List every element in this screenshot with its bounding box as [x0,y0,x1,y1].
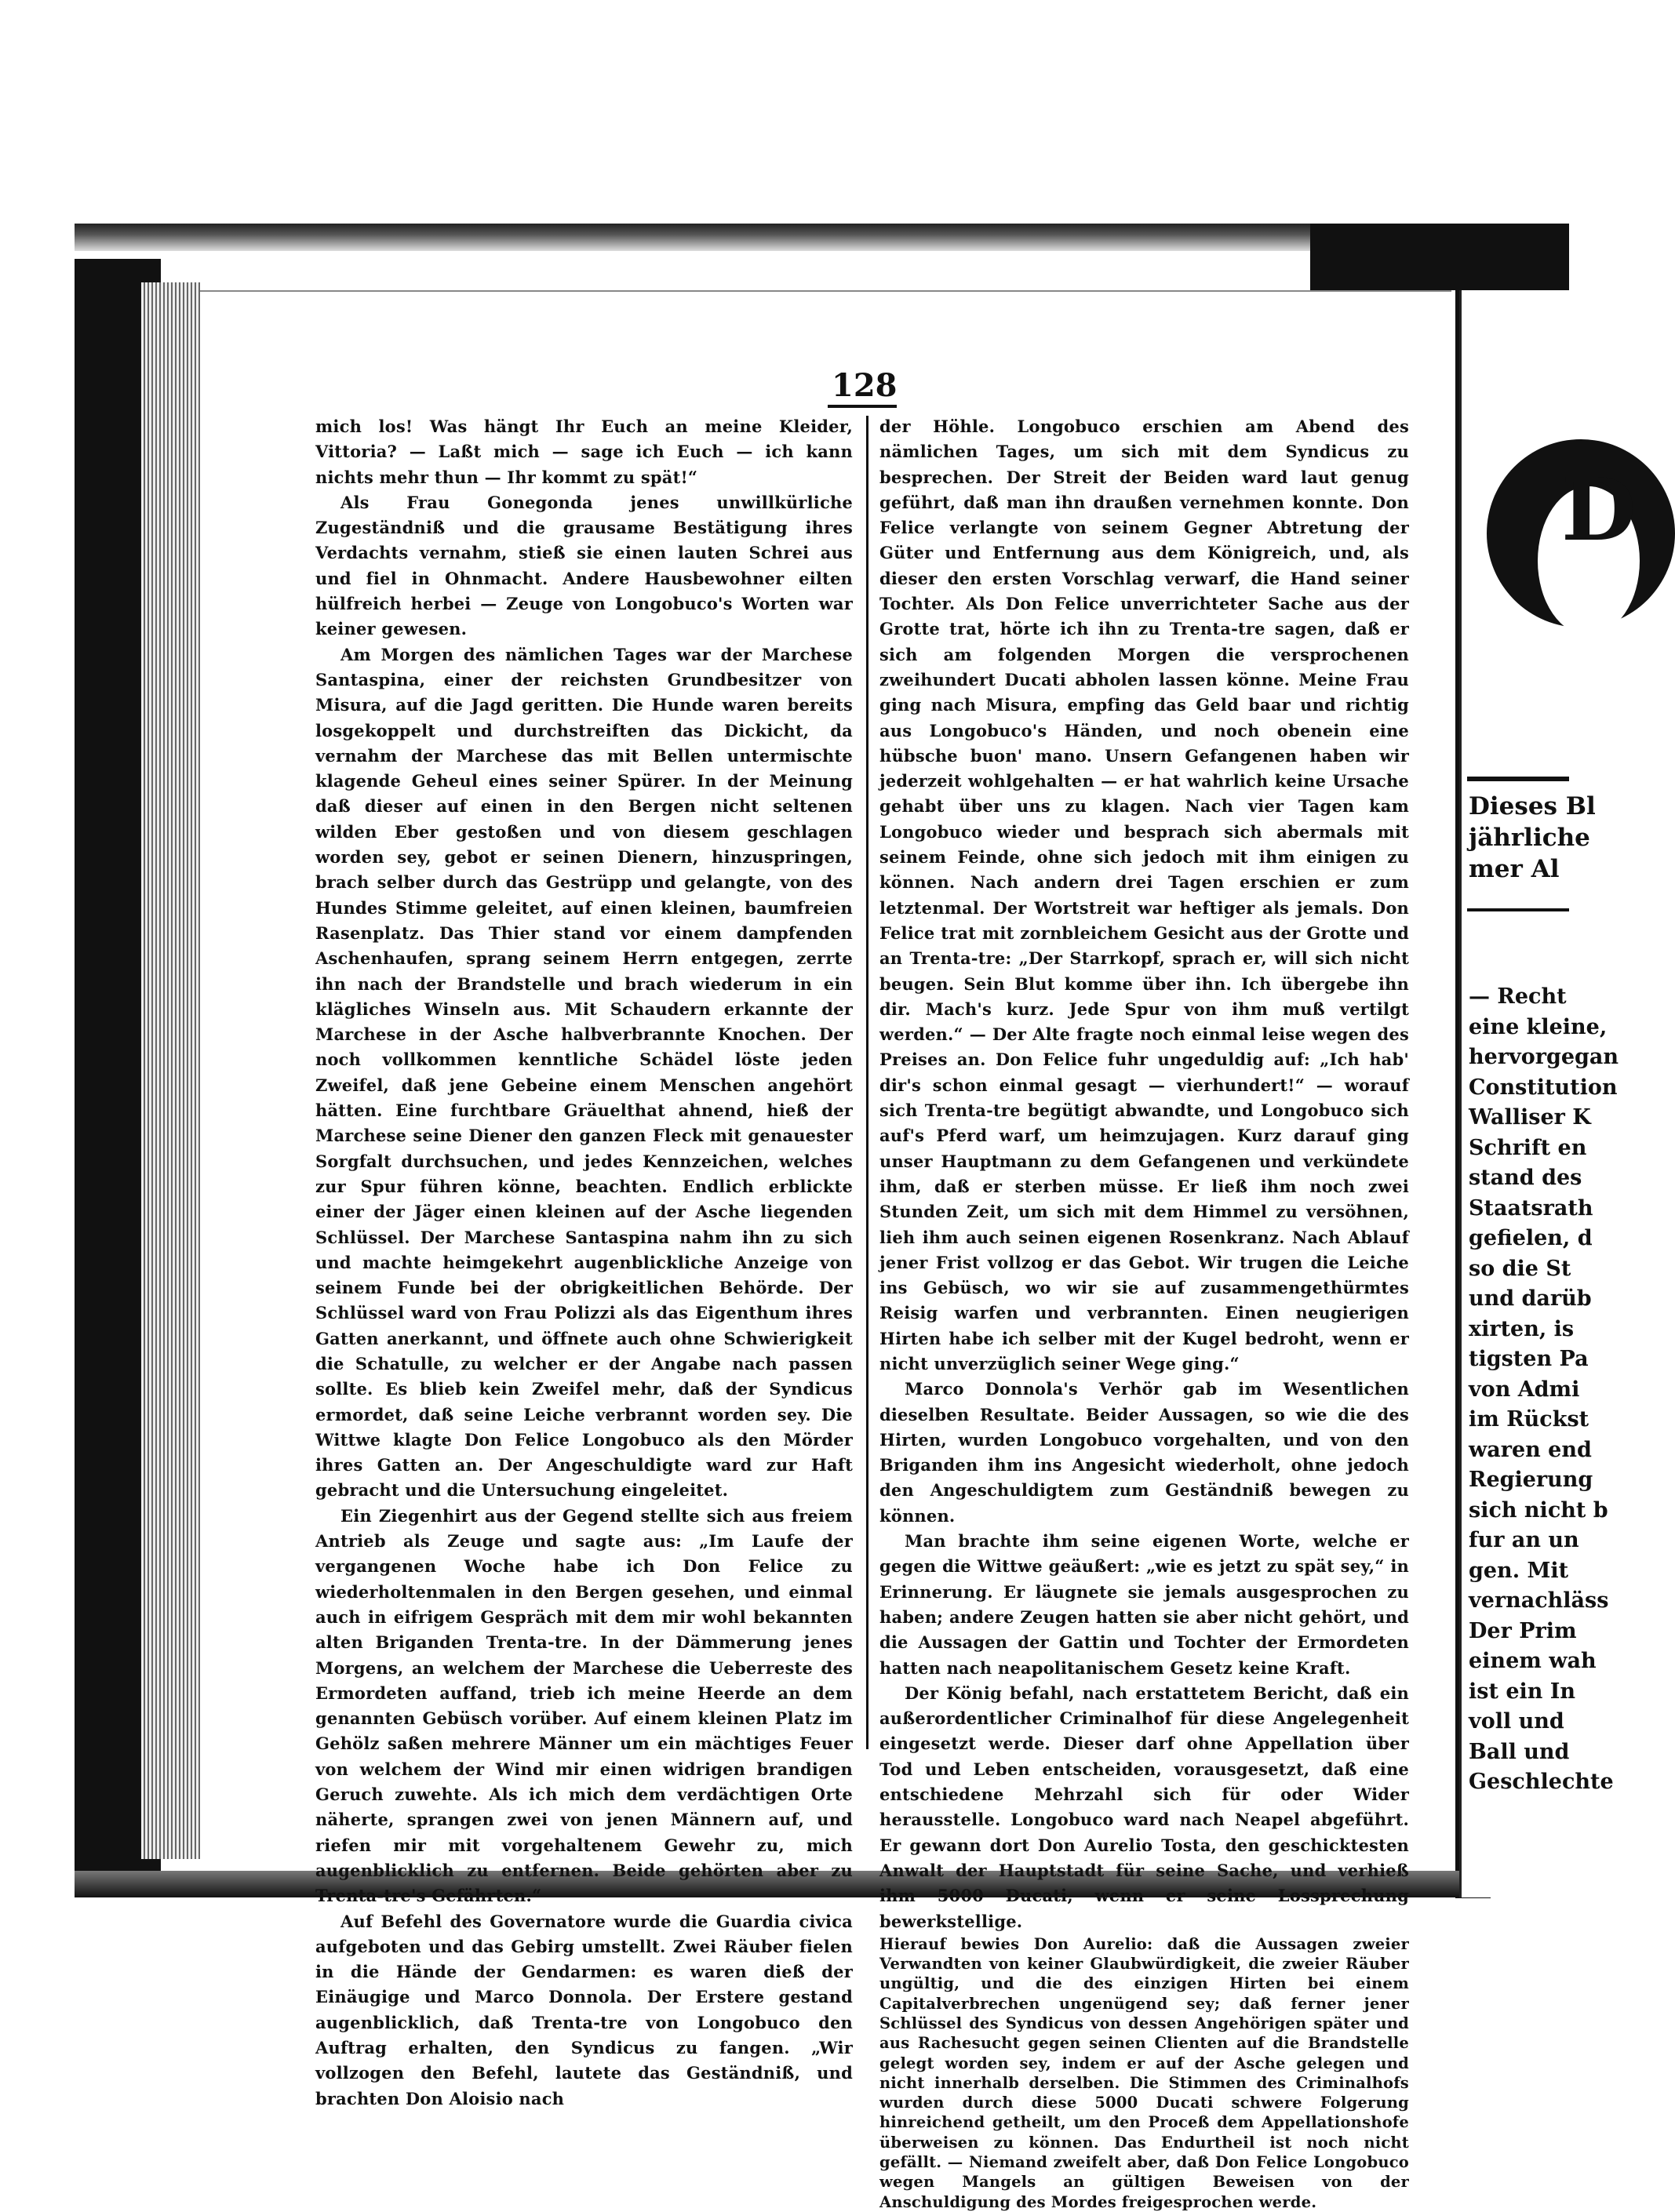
next-page-text-line: im Rückst [1469,1407,1589,1432]
next-page-text-line: so die St [1469,1256,1571,1281]
next-page-text-line: stand des [1469,1166,1582,1190]
next-page-text-line: von Admi [1469,1377,1580,1402]
book-top-edge [75,224,1310,251]
next-page-text-line: Constitution [1469,1075,1618,1100]
next-page-text-line: vernachläss [1469,1588,1609,1613]
masthead-letter: D [1561,459,1637,560]
next-page-text-line: Regierung [1469,1468,1593,1492]
next-page-text-line: waren end [1469,1437,1592,1462]
paragraph: Auf Befehl des Governatore wurde die Guardia civica aufgeboten und das Gebirg umstellt. Zwei Räuber fielen in die Hände der Gendarmen: es waren dieß der Einäugige und Marco Donnola. Der Erstere gestand augenblicklich, daß Trenta-tre von Longobuco den Auftrag erhalten, den Syndicus zu fangen. „Wir vollzogen den Befehl, lautete das Geständniß, und brachten Don Aloisio nach [315,1911,853,2108]
next-page-text-line: Der Prim [1469,1618,1577,1643]
next-page-text-line: Walliser K [1469,1105,1591,1130]
next-page-text-line: Ball und [1469,1739,1570,1764]
page-number: 128 [832,367,898,404]
next-page-text-line: xirten, is [1469,1316,1575,1341]
next-page-text-line: Staatsrath [1469,1195,1593,1221]
small-print-paragraph: Hierauf bewies Don Aurelio: daß die Aussagen zweier Verwandten von keiner Glaubwürdigkeit, die zweier Räuber ungültig, und die des einzigen Hirten bei einem Capitalverbrechen ungenügend sey; daß ferner jener Schlüssel des Syndicus von dessen Angehörigen später und aus Rachesucht gegen seinen Clienten auf die Brandstelle gelegt worden sey, indem er auf der Asche gelegen und nicht innerhalb derselben. Die Stimmen des Criminalhofs wurden durch diese 5000 Ducati schwere Folgerung hinreichend getheilt, um den Proceß dem Appellationshofe überweisen zu können. Das Endurtheil ist noch nicht gefällt. — Niemand zweifelt aber, daß Don Felice Longobuco wegen Mangels an gültigen Beweisen von der Anschuldigung des Mordes freigesprochen werde. [879,1934,1409,2211]
left-column [315,414,853,2112]
paragraph: der Höhle. Longobuco erschien am Abend des nämlichen Tages, um sich mit dem Syndicus zu besprechen. Der Streit der Beiden ward laut genug geführt, daß man ihn draußen vernehmen konnte. Don Felice verlangte von seinem Gegner Abtretung der Güter und Entfernung aus dem Königreich, und, als dieser den ersten Vorschlag verwarf, die Hand seiner Tochter. Als Don Felice unverrichteter Sache aus der Grotte trat, hörte ich ihn zu Trenta-tre sagen, daß er sich am folgenden Morgen die versprochenen zweihundert Ducati abholen lassen könne. Meine Frau ging nach Misura, empfing das Geld baar und richtig aus Longobuco's Händen, und noch obenein eine hübsche buon' mano. Unsern Gefangenen haben wir jederzeit wohlgehalten — er hat wahrlich keine Ursache gehabt über uns zu klagen. Nach vier Tagen kam Longobuco wieder und besprach sich abermals mit seinem Feinde, ohne sich jedoch mit ihm einigen zu können. Nach andern drei Tagen erschien er zum letztenmal. Der Wortstreit war heftiger als jemals. Don Felice trat mit zornbleichem Gesicht aus der Grotte und an Trenta-tre: „Der Starrkopf, sprach er, will sich nicht beugen. Sein Blut komme über ihn. Ich übergebe ihn dir. Mach's kurz. Jede Spur von ihm muß vertilgt werden.“ — Der Alte fragte noch einmal leise wegen des Preises an. Don Felice fuhr ungeduldig auf: „Ich hab' dir's schon einmal gesagt — vierhundert!“ — worauf sich Trenta-tre begütigt abwandte, und Longobuco sich auf's Pferd warf, um heimzujagen. Kurz darauf ging unser Hauptmann zu dem Gefangenen und verkündete ihm, daß er sterben müsse. Er ließ ihm noch zwei Stunden Zeit, um sich mit dem Himmel zu versöhnen, lieh ihm auch seinen eigenen Rosenkranz. Nach Ablauf jener Frist vollzog er das Gebot. Wir trugen die Leiche ins Gebüsch, wo wir sie auf zusammengethürmtes Reisig warfen und verbrannten. Einen neugierigen Hirten habe ich selber mit der Kugel bedroht, wenn er nicht unverzüglich seiner Wege ging.“ [879,417,1409,1373]
masthead-rule [1467,777,1569,781]
next-page-text-line: und darüb [1469,1286,1592,1311]
paragraph: Als Frau Gonegonda jenes unwillkürliche Zugeständniß und die grausame Bestätigung ihres Verdachts vernahm, stieß sie einen lauten Schrei aus und fiel in Ohnmacht. Andere Hausbewohner eilten hülfreich herbei — Zeuge von Longobuco's Worten war keiner gewesen. [315,492,853,639]
paragraph: Man brachte ihm seine eigenen Worte, welche er gegen die Wittwe geäußert: „wie es jetzt zu spät sey,“ in Erinnerung. Er läugnete sie jemals ausgesprochen zu haben; andere Zeugen hatten sie aber nicht gehört, und die Aussagen der Gattin und Tochter der Ermordeten hatten nach neapolitanischem Gesetz keine Kraft. [879,1531,1409,1678]
page-number-rule [828,405,897,408]
next-page-text-line: — Recht [1469,984,1567,1009]
right-column [879,414,1409,2212]
next-page-text-line: ist ein In [1469,1679,1576,1704]
paragraph: Marco Donnola's Verhör gab im Wesentlichen dieselben Resultate. Beider Aussagen, so wie die des Hirten, wurden Longobuco vorgehalten, und von den Briganden ihm ins Angesicht wiederholt, ohne jedoch den Angeschuldigtem zum Geständniß bewegen zu können. [879,1379,1409,1526]
next-page-text-line: einem wah [1469,1649,1597,1673]
next-page-text-line: gen. Mit [1469,1558,1569,1583]
next-page-text-line: eine kleine, [1469,1014,1608,1039]
next-page-text-line: tigsten Pa [1469,1347,1589,1371]
next-page-text-line: sich nicht b [1469,1497,1608,1523]
column-divider [866,416,868,1749]
next-page-header-line: mer Al [1469,855,1560,883]
paragraph: mich los! Was hängt Ihr Euch an meine Kleider, Vittoria? — Laßt mich — sage ich Euch — ich kann nichts mehr thun — Ihr kommt zu spät!“ [315,417,853,487]
next-page-text-line: Geschlechte [1469,1770,1614,1794]
next-page-text-line: hervorgegan [1469,1045,1619,1069]
next-page-text-line: fur an un [1469,1528,1579,1552]
paragraph: Ein Ziegenhirt aus der Gegend stellte sich aus freiem Antrieb als Zeuge und sagte aus: „Im Laufe der vergangenen Woche habe ich Don Felice zu wiederholtenmalen in den Bergen gesehen, und einmal auch in eifrigem Gespräch mit dem mir wohl bekannten alten Briganden Trenta-tre. In der Dämmerung jenes Morgens, an welchem der Marchese die Ueberreste des Ermordeten auffand, trieb ich meine Heerde an dem genannten Gebüsch vorüber. Auf einem kleinen Platz im Gehölz saßen mehrere Männer um ein mächtiges Feuer von welchem der Wind mir einen widrigen brandigen Geruch zuwehte. Als ich mich dem verdächtigen Orte näherte, sprangen zwei von jenen Männern auf, und riefen mir mit vorgehaltenem Gewehr zu, mich augenblicklich zu entfernen. Beide gehörten aber zu Trenta-tre's Gefährten.“ [315,1505,853,1906]
page-edges [141,282,200,1859]
paragraph: Am Morgen des nämlichen Tages war der Marchese Santaspina, einer der reichsten Grundbesitzer von Misura, auf die Jagd geritten. Die Hunde waren bereits losgekoppelt und durchstreiften das Dickicht, da vernahm der Marchese das mit Bellen untermischte klagende Geheul eines seiner Spürer. In der Meinung daß dieser auf einen in den Bergen nicht seltenen wilden Eber gestoßen und von diesem geschlagen worden sey, gebot er seinen Dienern, hinzuspringen, brach selber durch das Gestrüpp und gelangte, von des Hundes Stimme geleitet, auf einen kleinen, baumfreien Rasenplatz. Das Thier stand vor einem dampfenden Aschenhaufen, sprang seinem Herrn entgegen, zerrte ihn nach der Brandstelle und brach wiederum in ein klägliches Winseln aus. Mit Schaudern erkannte der Marchese in der Asche halbverbrannte Knochen. Der noch vollkommen kenntliche Schädel löste jeden Zweifel, daß jene Gebeine einem Menschen angehört hätten. Eine furchtbare Gräuelthat ahnend, hieß der Marchese seine Diener den ganzen Fleck mit genauester Sorgfalt durchsuchen, und jedes Kennzeichen, welches zur Spur führen könne, beachten. Endlich erblickte einer der Jäger einen kleinen auf der Asche liegenden Schlüssel. Der Marchese Santaspina nahm ihn zu sich und machte heimgekehrt augenblickliche Anzeige von seinem Funde bei der obrigkeitlichen Behörde. Der Schlüssel ward von Frau Polizzi als das Eigenthum ihres Gatten anerkannt, und öffnete auch ohne Schwierigkeit die Schatulle, zu welcher er der Angabe nach passen sollte. Es blieb kein Zweifel mehr, daß der Syndicus ermordet, daß seine Leiche verbrannt worden sey. Die Wittwe klagte Don Felice Longobuco als den Mörder ihres Gatten an. Der Angeschuldigte ward zur Haft gebracht und die Untersuchung eingeleitet. [315,644,853,1501]
next-page-header-line: jährliche [1469,824,1590,852]
next-page-text-line: voll und [1469,1709,1564,1734]
header-rule [1467,908,1569,911]
next-page-header-line: Dieses Bl [1469,792,1596,820]
next-page-text-line: gefielen, d [1469,1226,1593,1250]
paragraph: Der König befahl, nach erstattetem Bericht, daß ein außerordentlicher Criminalhof für diese Angelegenheit eingesetzt werde. Dieser darf ohne Appellation über Tod und Leben entscheiden, vorausgesetzt, daß eine entschiedene Mehrzahl sich für oder Wider herausstelle. Longobuco ward nach Neapel abgeführt. Er gewann dort Don Aurelio Tosta, den geschicktesten Anwalt der Hauptstadt für seine Sache, und verhieß ihm 5000 Ducati, wenn er seine Lossprechung bewerkstellige. [879,1683,1409,1931]
next-page-text-line: Schrift en [1469,1135,1587,1160]
book-binding-top-right [1310,224,1569,290]
